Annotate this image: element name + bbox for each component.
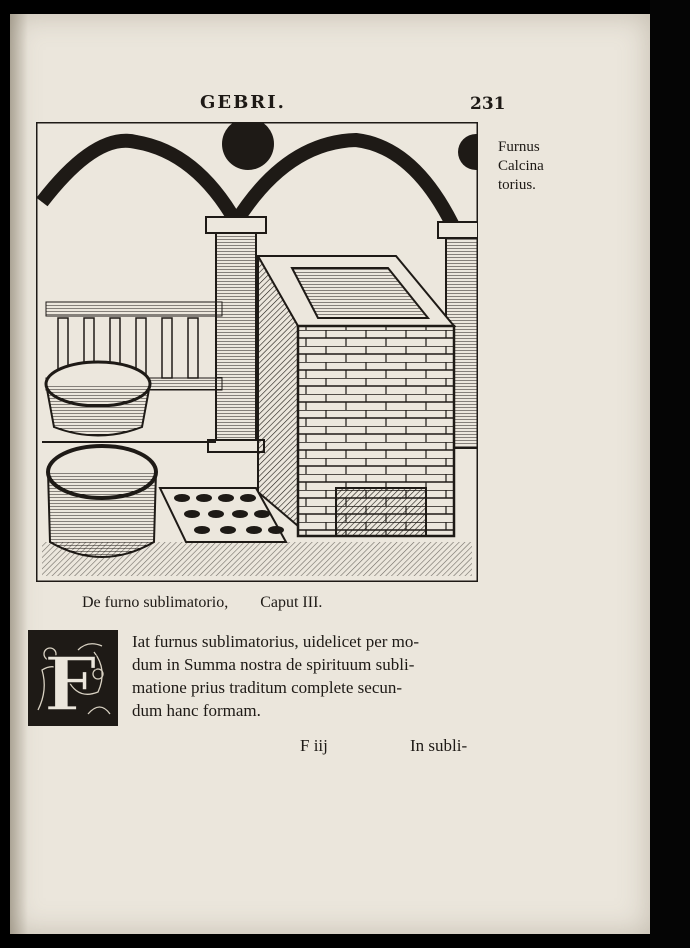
- margin-note-line: Calcina: [498, 158, 544, 174]
- catchword: In subli-: [410, 736, 468, 755]
- signature-mark: F iij: [300, 736, 328, 755]
- margin-note: [498, 138, 544, 195]
- body-line: dum in Summa nostra de spirituum subli-: [132, 655, 415, 674]
- body-paragraph: [132, 630, 419, 722]
- body-line: dum hanc formam.: [132, 701, 261, 720]
- book-page: [10, 14, 650, 934]
- chapter-number: Caput III.: [260, 594, 323, 611]
- running-title: GEBRI.: [200, 92, 286, 113]
- svg-text:F: F: [44, 642, 97, 726]
- body-line: Iat furnus sublimatorius, uidelicet per mo-: [132, 632, 420, 651]
- scan-background-edge: [650, 0, 690, 948]
- furnace-woodcut-illustration: [36, 122, 478, 582]
- body-line: matione prius traditum complete secun-: [132, 678, 403, 697]
- chapter-caption: [82, 594, 322, 612]
- chapter-title: De furno sublimatorio,: [82, 594, 229, 611]
- decorated-initial-f: [28, 630, 118, 726]
- page-number: 231: [470, 94, 506, 114]
- margin-note-line: torius.: [498, 177, 536, 193]
- margin-note-line: Furnus: [498, 139, 540, 155]
